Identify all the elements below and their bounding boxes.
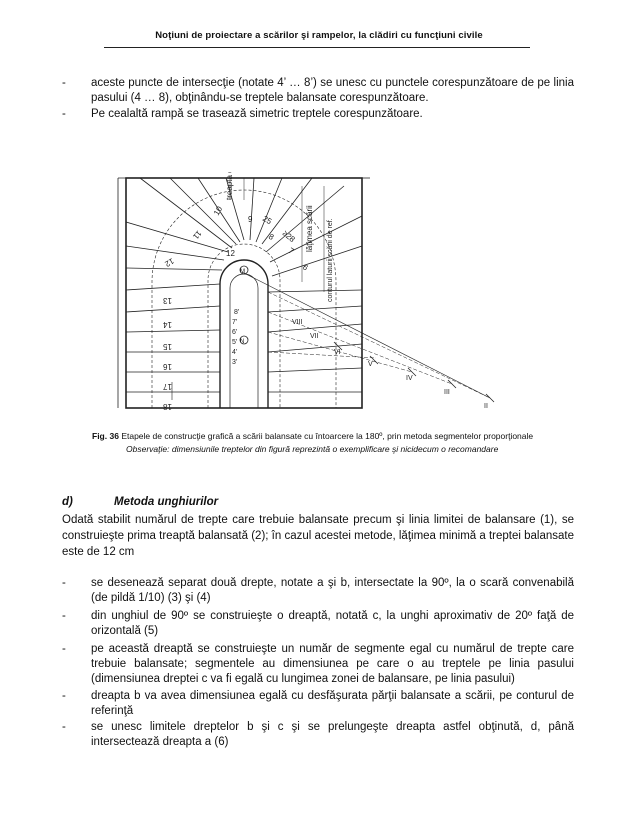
step-label-14: 14 [163, 320, 172, 329]
step-label-9: 9 [248, 215, 253, 224]
bullet-text: se unesc limitele dreptelor b şi c şi se prelungeşte dreapta astfel obţinută, d, până intersectează dreapta a (6) [91, 721, 574, 748]
label-twelve: 12 [226, 249, 235, 258]
bullet-dash: - [62, 643, 66, 655]
bullet-text: pe această dreaptă se construieşte un număr de segmente egal cu numărul de trepte care trebuie balansate; segmentele au dimensiunea pe care o au treptele pe linia pasului (dimensiunea dreptei c va fi egală cu lungimea zonei de balansare, pe linia pasului) [91, 643, 574, 685]
caption-text: Etapele de construcţie grafică a scării balansate cu întoarcere la 180º, prin metoda segmentelor proporţionale [121, 431, 534, 441]
roman-label-VI: VI [334, 349, 341, 356]
bullet-dash: - [62, 108, 66, 120]
label-latimea-scarii: lăţimea scării [305, 205, 314, 252]
section-title: Metoda unghiurilor [114, 496, 219, 508]
figure-caption [92, 430, 592, 442]
bullet-text: dreapta b va avea dimensiunea egală cu desfăşurata părţii balansate a scării, pe conturul de referinţă [91, 690, 574, 717]
bullet-dash: - [62, 577, 66, 589]
roman-label-III: III [444, 389, 450, 396]
bottom-bullet-5 [62, 720, 574, 750]
roman-label-IV: IV [406, 375, 413, 382]
section-letter: d) [62, 496, 73, 508]
prime-labels [232, 309, 239, 366]
prime-label-3: 5' [232, 339, 238, 346]
bottom-bullet-3 [62, 642, 574, 687]
bullet-dash: - [62, 610, 66, 622]
roman-label-VII: VII [310, 333, 319, 340]
bottom-bullet-4 [62, 689, 574, 719]
page-header: Noţiuni de proiectare a scărilor şi rampelor, la clădiri cu funcţiuni civile [155, 30, 483, 41]
step-label-10: 10 [211, 204, 225, 217]
prime-label-4: 4' [232, 349, 238, 356]
label-s28: ≥28 [280, 228, 297, 245]
header-rule [104, 47, 530, 48]
prime-label-1: 7' [232, 319, 238, 326]
top-bullet-2 [62, 107, 574, 122]
step-label-18: 18 [163, 402, 172, 411]
roman-label-VIII: VIII [292, 319, 303, 326]
step-label-13: 13 [163, 296, 172, 305]
note-label: Observaţie: [126, 444, 170, 454]
step-label-7: 7 [287, 245, 296, 256]
bullet-text: Pe cealaltă rampă se trasează simetric treptele corespunzătoare. [91, 108, 423, 120]
stair-plan-drawing [112, 172, 504, 412]
prime-label-2: 6' [232, 329, 238, 336]
label-conturul: conturul laturii scării de ref. [327, 218, 334, 302]
label-s25: 25 [261, 213, 274, 227]
note-text: dimensiunile treptelor din figură reprezintă o exemplificare şi nicidecum o recomandare [171, 444, 499, 454]
roman-label-V: V [368, 361, 373, 368]
roman-label-II: II [484, 403, 488, 410]
bullet-dash: - [62, 721, 66, 733]
prime-label-0: 8' [234, 309, 240, 316]
bullet-text: se desenează separat două drepte, notate a şi b, intersectate la 90º, la o scară convenabilă (de pildă 1/10) (3) şi (4) [91, 577, 574, 604]
step-label-16: 16 [163, 362, 172, 371]
prime-label-5: 3' [232, 359, 238, 366]
bullet-dash: - [62, 690, 66, 702]
step-label-8: 8 [267, 231, 276, 242]
stair-plan-figure [112, 172, 504, 412]
label-n: N [240, 339, 245, 345]
caption-label: Fig. 36 [92, 431, 119, 441]
label-treapta-centrala: treapta centrală [225, 172, 234, 200]
step-label-6: 6 [300, 262, 310, 273]
bullet-text: aceste puncte de intersecţie (notate 4’ … 8’) se unesc cu punctele corespunzătoare de pe linia pasului (4 … 8), obţinându-se treptele balansate corespunzătoare. [91, 77, 574, 104]
bottom-bullet-1 [62, 576, 574, 606]
section-paragraph: Odată stabilit numărul de trepte care trebuie balansate precum şi linia limitei de balansare (1), se construieşte prima treaptă balansată (2); în cazul acestei metode, lăţimea minimă a treptei balansate este de 12 cm [62, 514, 575, 558]
step-label-17: 17 [163, 382, 172, 391]
step-label-15: 15 [163, 342, 172, 351]
label-m: M [240, 269, 245, 275]
step-label-12: 12 [163, 256, 176, 269]
figure-note [126, 443, 596, 455]
step-label-11: 11 [191, 228, 204, 241]
bullet-dash: - [62, 77, 66, 89]
bottom-bullet-2 [62, 609, 574, 639]
bullet-text: din unghiul de 90º se construieşte o dreaptă, notată c, la unghi aproximativ de 20º faţă de orizontală (5) [91, 610, 574, 637]
top-bullet-1 [62, 76, 574, 106]
